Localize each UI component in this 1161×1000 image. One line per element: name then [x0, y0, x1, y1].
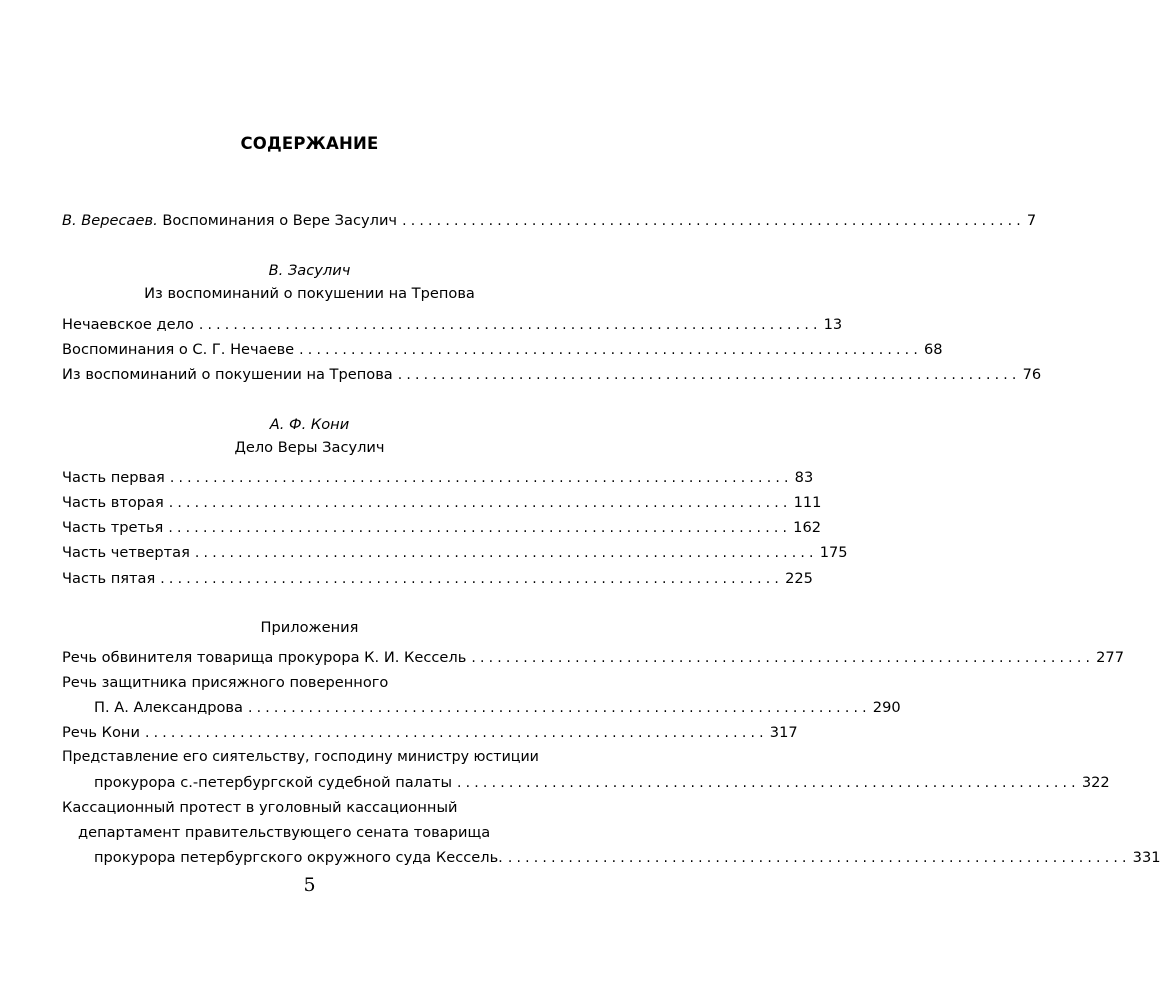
- entry-page: 290: [872, 699, 901, 716]
- entry-text-line: департамент правительствующего сената товарища: [78, 824, 491, 841]
- entry-text: Часть пятая: [62, 570, 156, 587]
- entry-page: 83: [794, 469, 814, 486]
- entry-text-line: Кассационный протест в уголовный кассационный: [62, 799, 458, 816]
- entry-page: 331: [1132, 849, 1161, 866]
- entry-text: Часть первая: [62, 469, 165, 486]
- section-heading: Дело Веры Засулич: [234, 439, 385, 456]
- entry-page: 162: [793, 519, 822, 536]
- leader-dots: ........................................................................: [168, 520, 792, 536]
- entry-author: В. Вересаев.: [62, 212, 158, 229]
- toc-entry: [62, 570, 813, 592]
- entry-text: Из воспоминаний о покушении на Трепова: [62, 366, 393, 383]
- toc-entry: [62, 316, 843, 338]
- entry-text: прокурора с.-петербургской судебной палаты: [94, 774, 452, 791]
- leader-dots: ........................................................................: [247, 700, 871, 716]
- entry-page: 277: [1096, 649, 1124, 666]
- leader-dots: ........................................................................: [402, 213, 1025, 229]
- section-heading: Приложения: [260, 619, 359, 636]
- entry-page: 76: [1022, 366, 1042, 383]
- entry-text: Часть третья: [62, 519, 164, 536]
- entry-text: П. А. Александрова: [94, 699, 243, 716]
- entry-page: 175: [819, 544, 848, 561]
- entry-text: Часть вторая: [62, 494, 164, 511]
- leader-dots: ........................................................................: [198, 317, 822, 333]
- leader-dots: ........................................................................: [160, 571, 784, 587]
- leader-dots: ........................................................................: [299, 342, 922, 358]
- entry-title: [62, 212, 397, 229]
- page-title: СОДЕРЖАНИЕ: [240, 134, 379, 153]
- leader-dots: ........................................................................: [456, 775, 1080, 791]
- entry-text-line: Речь защитника присяжного поверенного: [62, 674, 389, 691]
- leader-dots: ........................................................................: [397, 367, 1021, 383]
- toc-entry: [94, 774, 1110, 796]
- toc-entry: [62, 724, 798, 746]
- leader-dots: ........................................................................: [168, 495, 792, 511]
- page-number: 5: [303, 874, 316, 896]
- entry-page: 13: [823, 316, 843, 333]
- entry-page: 225: [785, 570, 813, 587]
- leader-dots: ........................................................................: [144, 725, 768, 741]
- entry-text: Речь Кони: [62, 724, 140, 741]
- leader-dots: ........................................................................: [507, 850, 1131, 866]
- section-author: А. Ф. Кони: [269, 416, 350, 433]
- entry-page: 68: [923, 341, 943, 358]
- toc-entry: [62, 544, 848, 566]
- toc-entry: [62, 519, 822, 541]
- entry-page: 317: [769, 724, 798, 741]
- toc-entry: [94, 849, 1161, 871]
- entry-text: Речь обвинителя товарища прокурора К. И. Кессель: [62, 649, 467, 666]
- section-author: В. Засулич: [268, 262, 351, 279]
- toc-entry: [62, 366, 1042, 388]
- entry-text: Нечаевское дело: [62, 316, 194, 333]
- entry-text: Воспоминания о Вере Засулич: [162, 212, 398, 229]
- leader-dots: ........................................................................: [471, 650, 1095, 666]
- toc-entry: [62, 341, 943, 363]
- entry-page: 322: [1081, 774, 1110, 791]
- entry-text: Часть четвертая: [62, 544, 190, 561]
- toc-entry-intro: [62, 212, 1037, 234]
- entry-text: Воспоминания о С. Г. Нечаеве: [62, 341, 295, 358]
- leader-dots: ........................................................................: [169, 470, 793, 486]
- leader-dots: ........................................................................: [194, 545, 818, 561]
- entry-page: 111: [793, 494, 822, 511]
- entry-text-line: Представление его сиятельству, господину министру юстиции: [62, 749, 539, 765]
- toc-entry: [94, 699, 901, 721]
- toc-entry: [62, 494, 822, 516]
- toc-entry: [62, 649, 1124, 671]
- entry-page: 7: [1026, 212, 1037, 229]
- section-heading: Из воспоминаний о покушении на Трепова: [144, 285, 475, 302]
- toc-entry: [62, 469, 814, 491]
- entry-text: прокурора петербургского окружного суда Кессель.: [94, 849, 503, 866]
